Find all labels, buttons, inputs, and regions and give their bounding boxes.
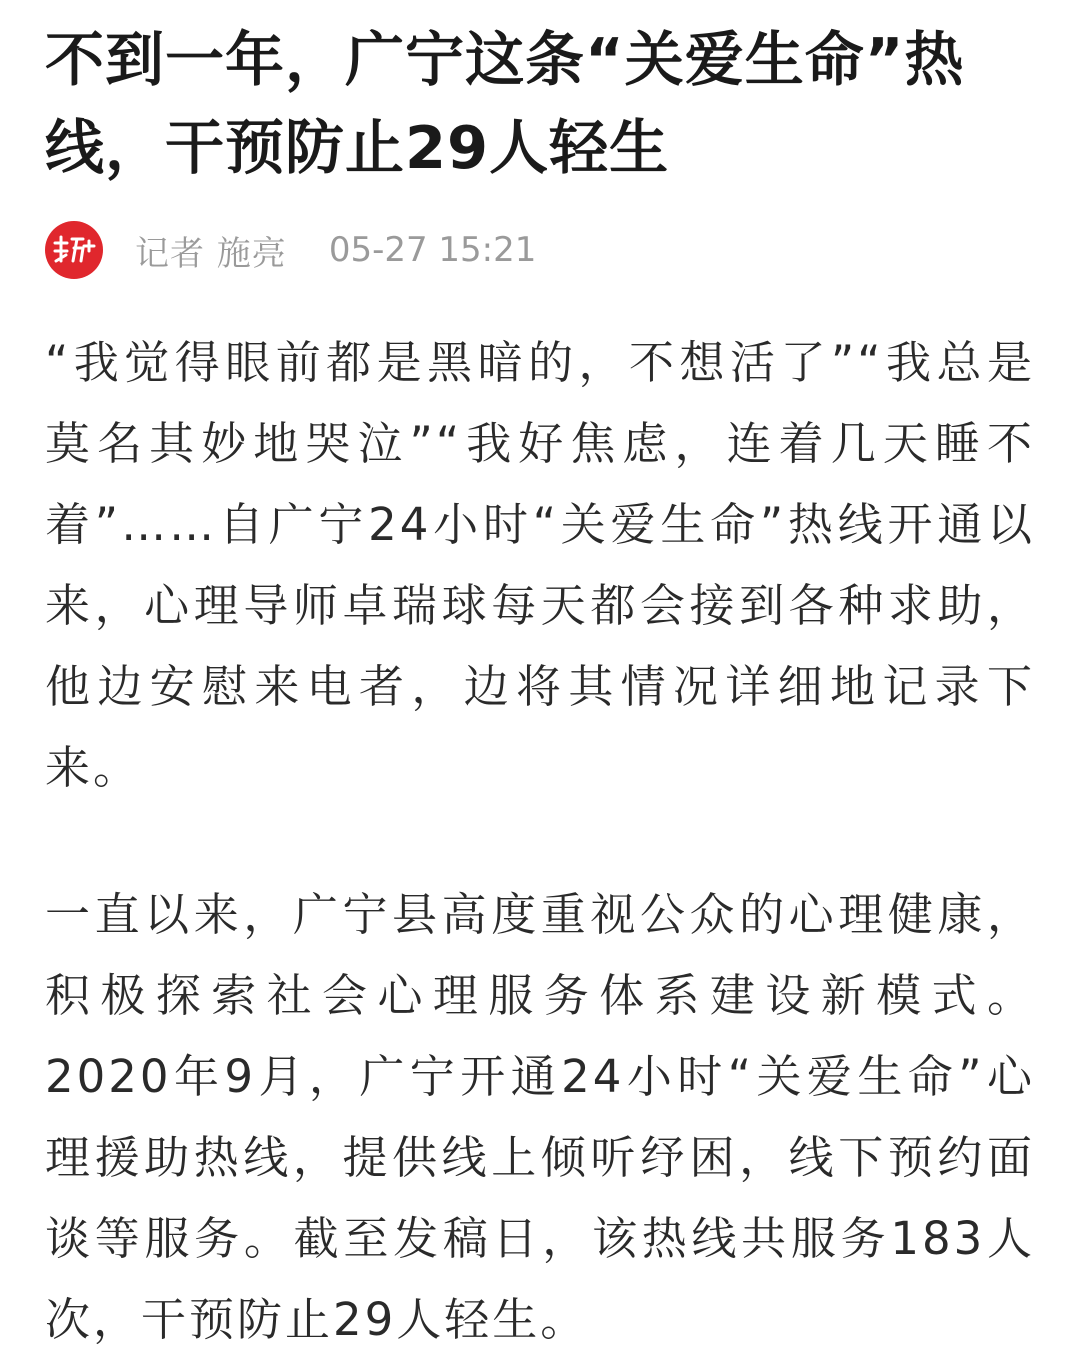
source-logo-icon[interactable] <box>45 221 103 279</box>
paragraph-1: “我觉得眼前都是黑暗的，不想活了”“我总是莫名其妙地哭泣”“我好焦虑，连着几天睡不着”……自广宁24小时“关爱生命”热线开通以来，心理导师卓瑞球每天都会接到各种求助，他边安慰来电者，边将其情况详细地记录下来。 <box>45 336 1035 794</box>
article-body <box>45 322 1035 1360</box>
paragraph-2: 一直以来，广宁县高度重视公众的心理健康，积极探索社会心理服务体系建设新模式。2020年9月，广宁开通24小时“关爱生命”心理援助热线，提供线上倾听纾困，线下预约面谈等服务。截至发稿日，该热线共服务183人次，干预防止29人轻生。 <box>45 888 1035 1346</box>
article-title: 不到一年，广宁这条“关爱生命”热线，干预防止29人轻生 <box>45 25 965 182</box>
publish-datetime: 05-27 15:21 <box>328 230 537 270</box>
article-meta <box>45 218 1035 282</box>
author-name[interactable]: 记者 施亮 <box>135 233 287 274</box>
article <box>45 16 1035 1360</box>
